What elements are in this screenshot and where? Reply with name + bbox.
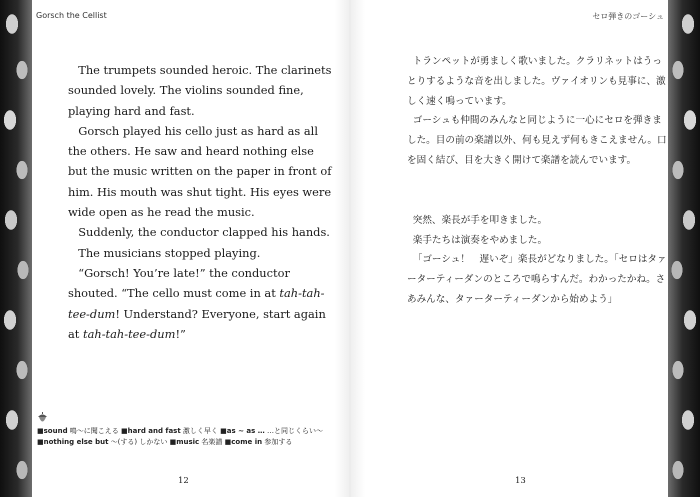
- japanese-paragraph: トランペットが勇ましく歌いました。クラリネットはうっとりするような音を出しました。ヴァイオリンも見事に、激しく速く鳴っています。: [407, 56, 666, 107]
- text-run: “Gorsch! You’re late!” the conductor shouted. “The cello must come in at: [68, 265, 290, 301]
- english-paragraph: [68, 60, 334, 121]
- page-number-right: 13: [515, 476, 526, 486]
- text-run: ! Understand? Everyone, start again at: [68, 306, 326, 341]
- english-text: [68, 60, 334, 344]
- acorn-icon: [37, 411, 48, 425]
- text-run: Gorsch played his cello just as hard as all the others. He saw and heard nothing else but the music written on the paper in front of him. His mouth was shut tight. His eyes were wide open as he read the music.: [68, 123, 332, 220]
- vocab-term: music: [176, 437, 200, 446]
- vocab-note: [225, 438, 293, 446]
- vocab-term: nothing else but: [43, 437, 109, 446]
- vocab-gloss: …と同じくらい～: [264, 427, 323, 435]
- vocab-gloss: 名楽譜: [199, 437, 225, 446]
- paragraph-gap: [407, 171, 669, 211]
- italic-text: tah-tah-tee-dum: [68, 286, 325, 321]
- square-bullet-icon: ■: [37, 437, 44, 446]
- english-paragraph: [68, 121, 334, 222]
- vocab-term: come in: [231, 437, 263, 446]
- vocab-gloss: ～(する) しかない: [108, 437, 170, 446]
- english-paragraph: [68, 222, 334, 242]
- vocab-gloss: 激しく早く: [180, 427, 221, 435]
- square-bullet-icon: ■: [37, 427, 44, 435]
- vocab-term: as ~ as …: [226, 427, 265, 435]
- japanese-paragraph: ゴーシュも仲間のみんなと同じように一心にセロを弾きました。目の前の楽譜以外、何も見えず何もきこえません。口を固く結び、目を大きく開けて楽譜を読んでいます。: [407, 115, 667, 166]
- english-paragraph: [68, 243, 334, 263]
- vocab-gloss: 鳴～に聞こえる: [67, 427, 122, 435]
- right-leaf-border: [668, 0, 700, 497]
- page-number-left: 12: [178, 476, 189, 486]
- square-bullet-icon: ■: [169, 437, 177, 446]
- vocab-term: sound: [43, 427, 68, 435]
- english-paragraph: [68, 263, 334, 344]
- left-leaf-border: [0, 0, 32, 497]
- italic-text: tah-tah-tee-dum: [83, 326, 176, 341]
- vocab-note: [220, 427, 323, 435]
- square-bullet-icon: ■: [220, 427, 227, 435]
- vocab-note: [37, 438, 170, 446]
- vocab-gloss: 参加する: [262, 437, 293, 446]
- japanese-paragraph: 突然、楽長が手を叩きました。: [412, 214, 548, 226]
- gutter: [335, 0, 365, 497]
- right-page: [365, 0, 668, 497]
- vocab-note: [37, 427, 121, 435]
- vocab-notes-text: [37, 426, 323, 447]
- japanese-block-2: [407, 211, 669, 310]
- vocab-note: [170, 438, 225, 446]
- japanese-paragraph: 楽手たちは演奏をやめました。: [412, 234, 548, 246]
- text-run: Suddenly, the conductor clapped his hands.: [78, 225, 330, 240]
- running-head-right: セロ弾きのゴーシュ: [592, 12, 664, 21]
- square-bullet-icon: ■: [224, 437, 232, 446]
- text-run: The musicians stopped playing.: [78, 245, 261, 260]
- square-bullet-icon: ■: [121, 427, 128, 435]
- vocab-notes: [37, 411, 323, 447]
- left-page: [32, 0, 335, 497]
- vocab-note: [121, 427, 220, 435]
- running-head-left: Gorsch the Cellist: [36, 11, 107, 20]
- text-run: !”: [175, 326, 186, 341]
- text-run: The trumpets sounded heroic. The clarinets sounded lovely. The violins sounded fine, playing hard and fast.: [68, 63, 332, 118]
- vocab-term: hard and fast: [127, 427, 181, 435]
- japanese-paragraph: 「ゴーシュ！ 遅いぞ」楽長がどなりました。「セロはタァーターティーダンのところで鳴らすんだ。わかったかね。さあみんな、タァーターティーダンから始めよう」: [407, 254, 667, 305]
- japanese-block-1: [407, 52, 669, 171]
- japanese-text: [407, 52, 669, 310]
